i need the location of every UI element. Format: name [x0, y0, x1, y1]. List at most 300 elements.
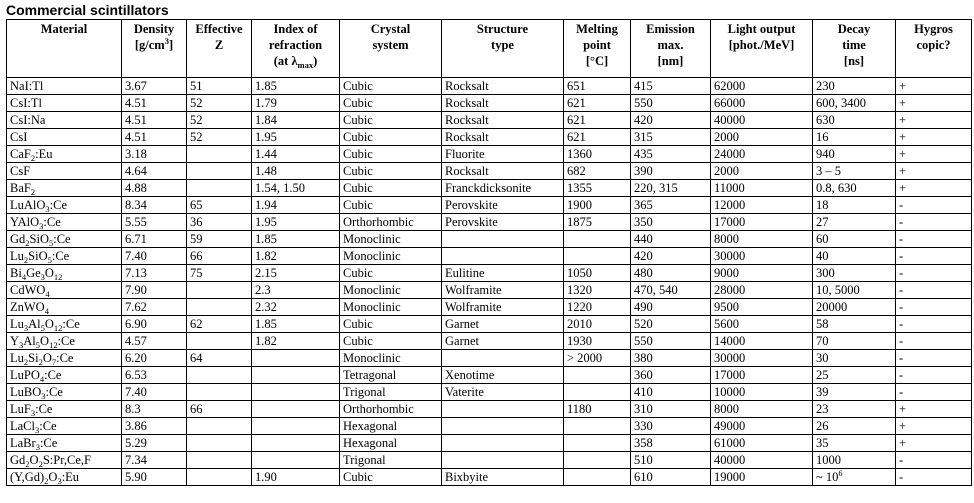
- cell-refraction-index: [252, 435, 340, 452]
- cell-density: 3.18: [122, 146, 187, 163]
- cell-crystal-system: Cubic: [340, 333, 442, 350]
- cell-effective-z: [187, 384, 252, 401]
- cell-melting-point: 1220: [564, 299, 631, 316]
- table-row: [7, 265, 972, 282]
- cell-melting-point: [564, 469, 631, 486]
- cell-melting-point: 1875: [564, 214, 631, 231]
- cell-material: ZnWO$_4$: [7, 299, 122, 316]
- cell-emission-max: 550: [631, 95, 711, 112]
- cell-decay-time: 30: [813, 350, 896, 367]
- cell-density: 4.51: [122, 129, 187, 146]
- cell-density: 7.13: [122, 265, 187, 282]
- cell-light-output: 24000: [711, 146, 813, 163]
- cell-crystal-system: Monoclinic: [340, 299, 442, 316]
- cell-light-output: 17000: [711, 367, 813, 384]
- cell-refraction-index: 1.82: [252, 248, 340, 265]
- table-row: [7, 282, 972, 299]
- cell-hygroscopic: -: [896, 248, 972, 265]
- scintillator-table: [6, 19, 972, 486]
- cell-structure-type: Rocksalt: [442, 163, 564, 180]
- cell-crystal-system: Cubic: [340, 95, 442, 112]
- table-row: [7, 214, 972, 231]
- cell-structure-type: [442, 248, 564, 265]
- cell-material: CsI:Na: [7, 112, 122, 129]
- cell-material: CsI:Tl: [7, 95, 122, 112]
- header-row: [7, 20, 972, 78]
- cell-effective-z: 52: [187, 129, 252, 146]
- cell-material: BaF$_2$: [7, 180, 122, 197]
- header-decay-time: [813, 20, 896, 78]
- cell-density: 4.57: [122, 333, 187, 350]
- cell-density: 6.90: [122, 316, 187, 333]
- cell-material: NaI:Tl: [7, 78, 122, 95]
- cell-decay-time: 230: [813, 78, 896, 95]
- cell-crystal-system: Trigonal: [340, 452, 442, 469]
- cell-structure-type: Garnet: [442, 333, 564, 350]
- cell-decay-time: 630: [813, 112, 896, 129]
- cell-structure-type: Vaterite: [442, 384, 564, 401]
- cell-crystal-system: Trigonal: [340, 384, 442, 401]
- cell-crystal-system: Cubic: [340, 197, 442, 214]
- cell-density: 4.51: [122, 95, 187, 112]
- cell-crystal-system: Hexagonal: [340, 435, 442, 452]
- cell-density: 4.51: [122, 112, 187, 129]
- cell-light-output: 30000: [711, 350, 813, 367]
- cell-melting-point: [564, 452, 631, 469]
- cell-structure-type: [442, 452, 564, 469]
- header-line: Crystal: [370, 22, 411, 36]
- cell-effective-z: [187, 333, 252, 350]
- cell-hygroscopic: -: [896, 316, 972, 333]
- table-row: [7, 78, 972, 95]
- cell-decay-time: 10, 5000: [813, 282, 896, 299]
- cell-light-output: 2000: [711, 163, 813, 180]
- cell-hygroscopic: -: [896, 469, 972, 486]
- cell-emission-max: 350: [631, 214, 711, 231]
- cell-structure-type: Rocksalt: [442, 112, 564, 129]
- cell-light-output: 14000: [711, 333, 813, 350]
- header-crystal-system: [340, 20, 442, 78]
- cell-material: $Gd_2SiO_5:Ce$: [7, 231, 122, 248]
- table-row: [7, 333, 972, 350]
- cell-crystal-system: Orthorhombic: [340, 401, 442, 418]
- cell-hygroscopic: +: [896, 180, 972, 197]
- header-line: Density: [133, 22, 175, 36]
- cell-material: LuAlO$_3$:Ce: [7, 197, 122, 214]
- cell-refraction-index: 1.82: [252, 333, 340, 350]
- cell-refraction-index: 1.44: [252, 146, 340, 163]
- cell-material: LaCl$_3$:Ce: [7, 418, 122, 435]
- cell-emission-max: 420: [631, 248, 711, 265]
- table-row: [7, 146, 972, 163]
- header-line: refraction: [268, 38, 323, 52]
- cell-melting-point: 621: [564, 112, 631, 129]
- header-line: Light output: [727, 22, 796, 36]
- cell-light-output: 12000: [711, 197, 813, 214]
- cell-crystal-system: Cubic: [340, 112, 442, 129]
- cell-hygroscopic: +: [896, 95, 972, 112]
- cell-decay-time: 35: [813, 435, 896, 452]
- header-effective-z: [187, 20, 252, 78]
- cell-effective-z: 66: [187, 248, 252, 265]
- cell-density: 4.64: [122, 163, 187, 180]
- header-material: [7, 20, 122, 78]
- table-row: [7, 384, 972, 401]
- cell-density: 6.71: [122, 231, 187, 248]
- cell-crystal-system: Orthorhombic: [340, 214, 442, 231]
- cell-structure-type: Rocksalt: [442, 78, 564, 95]
- header-line: Melting: [576, 22, 618, 36]
- cell-melting-point: 682: [564, 163, 631, 180]
- cell-refraction-index: 2.32: [252, 299, 340, 316]
- header-line: Index of: [273, 22, 318, 36]
- cell-effective-z: 59: [187, 231, 252, 248]
- cell-material: CsI: [7, 129, 122, 146]
- cell-material: LaBr$_3$:Ce: [7, 435, 122, 452]
- cell-emission-max: 390: [631, 163, 711, 180]
- cell-light-output: 19000: [711, 469, 813, 486]
- cell-crystal-system: Cubic: [340, 265, 442, 282]
- cell-effective-z: 51: [187, 78, 252, 95]
- cell-emission-max: 380: [631, 350, 711, 367]
- header-emission-max: [631, 20, 711, 78]
- cell-refraction-index: 1.94: [252, 197, 340, 214]
- cell-light-output: 40000: [711, 452, 813, 469]
- table-row: [7, 163, 972, 180]
- cell-light-output: 9500: [711, 299, 813, 316]
- cell-structure-type: [442, 401, 564, 418]
- cell-light-output: 40000: [711, 112, 813, 129]
- cell-melting-point: 1900: [564, 197, 631, 214]
- header-line: Z: [214, 38, 224, 52]
- header-line: max.: [657, 38, 684, 52]
- cell-refraction-index: [252, 367, 340, 384]
- cell-decay-time: 3 – 5: [813, 163, 896, 180]
- cell-effective-z: 66: [187, 401, 252, 418]
- cell-hygroscopic: -: [896, 367, 972, 384]
- cell-refraction-index: [252, 350, 340, 367]
- cell-decay-time: 940: [813, 146, 896, 163]
- cell-emission-max: 410: [631, 384, 711, 401]
- cell-refraction-index: [252, 452, 340, 469]
- cell-light-output: 62000: [711, 78, 813, 95]
- cell-decay-time: 27: [813, 214, 896, 231]
- cell-light-output: 8000: [711, 401, 813, 418]
- cell-effective-z: 52: [187, 95, 252, 112]
- cell-decay-time: 20000: [813, 299, 896, 316]
- cell-structure-type: Eulitine: [442, 265, 564, 282]
- cell-emission-max: 360: [631, 367, 711, 384]
- cell-effective-z: 64: [187, 350, 252, 367]
- cell-emission-max: 520: [631, 316, 711, 333]
- cell-density: 5.55: [122, 214, 187, 231]
- cell-emission-max: 510: [631, 452, 711, 469]
- cell-emission-max: 435: [631, 146, 711, 163]
- cell-density: 7.62: [122, 299, 187, 316]
- cell-hygroscopic: +: [896, 146, 972, 163]
- cell-effective-z: [187, 180, 252, 197]
- cell-emission-max: 420: [631, 112, 711, 129]
- cell-crystal-system: Cubic: [340, 163, 442, 180]
- cell-structure-type: Rocksalt: [442, 129, 564, 146]
- cell-crystal-system: Cubic: [340, 146, 442, 163]
- cell-structure-type: Perovskite: [442, 197, 564, 214]
- header-melting-point: [564, 20, 631, 78]
- cell-decay-time: 58: [813, 316, 896, 333]
- cell-density: 5.90: [122, 469, 187, 486]
- cell-melting-point: 1930: [564, 333, 631, 350]
- cell-hygroscopic: -: [896, 384, 972, 401]
- cell-material: $Bi_4Ge_3O_{12}$: [7, 265, 122, 282]
- cell-light-output: 10000: [711, 384, 813, 401]
- cell-effective-z: 62: [187, 316, 252, 333]
- cell-effective-z: 75: [187, 265, 252, 282]
- cell-crystal-system: Cubic: [340, 469, 442, 486]
- cell-hygroscopic: +: [896, 112, 972, 129]
- cell-emission-max: 365: [631, 197, 711, 214]
- cell-emission-max: 550: [631, 333, 711, 350]
- header-line: [°C]: [585, 54, 609, 68]
- cell-decay-time: 16: [813, 129, 896, 146]
- cell-refraction-index: 2.15: [252, 265, 340, 282]
- cell-emission-max: 470, 540: [631, 282, 711, 299]
- cell-density: 7.34: [122, 452, 187, 469]
- cell-effective-z: [187, 418, 252, 435]
- cell-effective-z: [187, 435, 252, 452]
- cell-effective-z: [187, 299, 252, 316]
- cell-refraction-index: 1.84: [252, 112, 340, 129]
- cell-structure-type: Garnet: [442, 316, 564, 333]
- header-line: Hygros: [914, 22, 953, 36]
- cell-hygroscopic: -: [896, 350, 972, 367]
- cell-emission-max: 310: [631, 401, 711, 418]
- cell-decay-time: 60: [813, 231, 896, 248]
- cell-decay-time: 0.8, 630: [813, 180, 896, 197]
- cell-light-output: 9000: [711, 265, 813, 282]
- table-row: [7, 231, 972, 248]
- cell-refraction-index: 1.85: [252, 316, 340, 333]
- cell-density: 3.86: [122, 418, 187, 435]
- header-line: Material: [40, 22, 88, 36]
- cell-effective-z: 52: [187, 112, 252, 129]
- cell-melting-point: [564, 231, 631, 248]
- cell-emission-max: 358: [631, 435, 711, 452]
- table-row: [7, 418, 972, 435]
- cell-material: $Lu_2SiO_5:Ce$: [7, 248, 122, 265]
- cell-density: 7.40: [122, 248, 187, 265]
- cell-melting-point: [564, 248, 631, 265]
- cell-refraction-index: 1.85: [252, 231, 340, 248]
- cell-density: 4.88: [122, 180, 187, 197]
- cell-decay-time: 23: [813, 401, 896, 418]
- cell-decay-time: 1000: [813, 452, 896, 469]
- cell-density: 8.34: [122, 197, 187, 214]
- header-refraction-index: [252, 20, 340, 78]
- cell-crystal-system: Cubic: [340, 129, 442, 146]
- table-row: [7, 180, 972, 197]
- cell-melting-point: [564, 418, 631, 435]
- cell-structure-type: [442, 231, 564, 248]
- cell-structure-type: Fluorite: [442, 146, 564, 163]
- cell-light-output: 28000: [711, 282, 813, 299]
- cell-emission-max: 440: [631, 231, 711, 248]
- header-structure-type: [442, 20, 564, 78]
- cell-light-output: 5600: [711, 316, 813, 333]
- header-line: Effective: [195, 22, 243, 36]
- cell-crystal-system: Cubic: [340, 316, 442, 333]
- header-line: Decay: [837, 22, 871, 36]
- cell-refraction-index: 2.3: [252, 282, 340, 299]
- cell-decay-time: 26: [813, 418, 896, 435]
- page-title: Commercial scintillators: [6, 2, 169, 18]
- cell-structure-type: Bixbyite: [442, 469, 564, 486]
- cell-effective-z: 65: [187, 197, 252, 214]
- header-light-output: [711, 20, 813, 78]
- cell-effective-z: [187, 469, 252, 486]
- cell-material: $Gd_2O_2S:Pr,Ce,F$: [7, 452, 122, 469]
- table-row: [7, 95, 972, 112]
- header-line: system: [372, 38, 409, 52]
- cell-crystal-system: Cubic: [340, 180, 442, 197]
- cell-melting-point: [564, 384, 631, 401]
- cell-refraction-index: 1.95: [252, 214, 340, 231]
- cell-melting-point: 1320: [564, 282, 631, 299]
- cell-emission-max: 610: [631, 469, 711, 486]
- header-line: Structure: [476, 22, 529, 36]
- cell-density: 3.67: [122, 78, 187, 95]
- cell-light-output: 66000: [711, 95, 813, 112]
- cell-material: YAlO$_3$:Ce: [7, 214, 122, 231]
- cell-crystal-system: Hexagonal: [340, 418, 442, 435]
- cell-effective-z: [187, 367, 252, 384]
- cell-material: $Y_3Al_5O_{12}:Ce$: [7, 333, 122, 350]
- cell-structure-type: [442, 418, 564, 435]
- cell-light-output: 2000: [711, 129, 813, 146]
- cell-material: CaF$_2$:Eu: [7, 146, 122, 163]
- cell-melting-point: 621: [564, 129, 631, 146]
- cell-material: LuF$_3$:Ce: [7, 401, 122, 418]
- table-header: [7, 20, 972, 78]
- cell-material: CsF: [7, 163, 122, 180]
- cell-light-output: 8000: [711, 231, 813, 248]
- cell-decay-time: 18: [813, 197, 896, 214]
- table-row: [7, 401, 972, 418]
- cell-melting-point: 1050: [564, 265, 631, 282]
- cell-emission-max: 315: [631, 129, 711, 146]
- cell-hygroscopic: -: [896, 197, 972, 214]
- table-row: [7, 112, 972, 129]
- cell-emission-max: 480: [631, 265, 711, 282]
- cell-melting-point: 651: [564, 78, 631, 95]
- cell-structure-type: Wolframite: [442, 299, 564, 316]
- cell-structure-type: Wolframite: [442, 282, 564, 299]
- cell-light-output: 11000: [711, 180, 813, 197]
- header-density: [122, 20, 187, 78]
- cell-crystal-system: Monoclinic: [340, 248, 442, 265]
- cell-refraction-index: [252, 384, 340, 401]
- cell-crystal-system: Monoclinic: [340, 282, 442, 299]
- cell-hygroscopic: +: [896, 163, 972, 180]
- table-row: [7, 248, 972, 265]
- cell-decay-time: 300: [813, 265, 896, 282]
- cell-density: 6.53: [122, 367, 187, 384]
- header-line: copic?: [916, 38, 951, 52]
- cell-density: 6.20: [122, 350, 187, 367]
- cell-emission-max: 330: [631, 418, 711, 435]
- cell-material: $(Y,Gd)_2O_3:Eu$: [7, 469, 122, 486]
- cell-emission-max: 415: [631, 78, 711, 95]
- cell-material: $Lu_3Al_5O_{12}:Ce$: [7, 316, 122, 333]
- table-row: [7, 367, 972, 384]
- cell-emission-max: 490: [631, 299, 711, 316]
- cell-decay-time: 40: [813, 248, 896, 265]
- header-line: point: [583, 38, 611, 52]
- cell-hygroscopic: +: [896, 435, 972, 452]
- table-row: [7, 435, 972, 452]
- table-row: [7, 129, 972, 146]
- cell-refraction-index: [252, 401, 340, 418]
- cell-crystal-system: Monoclinic: [340, 350, 442, 367]
- cell-structure-type: Franckdicksonite: [442, 180, 564, 197]
- cell-hygroscopic: -: [896, 231, 972, 248]
- cell-decay-time: ~ $10^6$: [813, 469, 896, 486]
- table-row: [7, 350, 972, 367]
- cell-hygroscopic: +: [896, 129, 972, 146]
- cell-crystal-system: Cubic: [340, 78, 442, 95]
- cell-material: LuBO$_3$:Ce: [7, 384, 122, 401]
- cell-light-output: 30000: [711, 248, 813, 265]
- cell-melting-point: [564, 367, 631, 384]
- table-row: [7, 452, 972, 469]
- cell-density: 7.90: [122, 282, 187, 299]
- header-line: time: [842, 38, 866, 52]
- table-body: [7, 78, 972, 486]
- cell-structure-type: Xenotime: [442, 367, 564, 384]
- cell-effective-z: [187, 163, 252, 180]
- cell-structure-type: [442, 350, 564, 367]
- cell-refraction-index: 1.95: [252, 129, 340, 146]
- cell-melting-point: 1360: [564, 146, 631, 163]
- cell-effective-z: [187, 452, 252, 469]
- table-row: [7, 469, 972, 486]
- header-line: (at $\lambda_{max}$): [273, 54, 318, 70]
- cell-refraction-index: 1.79: [252, 95, 340, 112]
- cell-hygroscopic: +: [896, 401, 972, 418]
- cell-hygroscopic: +: [896, 418, 972, 435]
- cell-decay-time: 25: [813, 367, 896, 384]
- table-row: [7, 197, 972, 214]
- cell-crystal-system: Monoclinic: [340, 231, 442, 248]
- cell-melting-point: 1180: [564, 401, 631, 418]
- cell-hygroscopic: +: [896, 78, 972, 95]
- cell-density: 7.40: [122, 384, 187, 401]
- cell-melting-point: 1355: [564, 180, 631, 197]
- cell-light-output: 61000: [711, 435, 813, 452]
- cell-refraction-index: 1.90: [252, 469, 340, 486]
- cell-hygroscopic: -: [896, 452, 972, 469]
- header-line: [ns]: [843, 54, 865, 68]
- header-hygroscopic: [896, 20, 972, 78]
- cell-hygroscopic: -: [896, 214, 972, 231]
- header-line: [phot./MeV]: [728, 38, 795, 52]
- header-line: $[g/cm^3]$: [134, 36, 174, 52]
- cell-material: LuPO$_4$:Ce: [7, 367, 122, 384]
- cell-structure-type: [442, 435, 564, 452]
- cell-structure-type: Perovskite: [442, 214, 564, 231]
- cell-melting-point: > 2000: [564, 350, 631, 367]
- cell-refraction-index: 1.48: [252, 163, 340, 180]
- header-line: [nm]: [657, 54, 684, 68]
